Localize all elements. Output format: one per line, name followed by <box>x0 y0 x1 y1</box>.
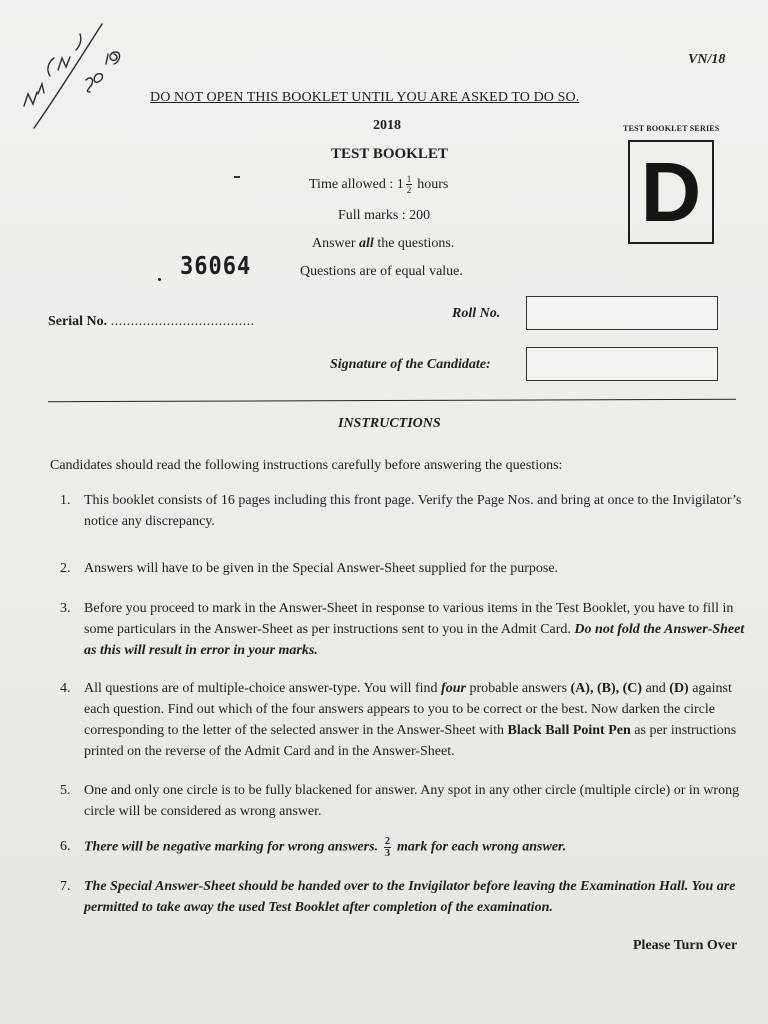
fraction-denominator: 3 <box>385 848 391 859</box>
instructions-lead: Candidates should read the following instructions carefully before answering the questions: <box>50 458 563 473</box>
instruction-text: This booklet consists of 16 pages including this front page. Verify the Page Nos. and bring at once to the Invigilator’s notice any discrepancy. <box>84 493 742 529</box>
instruction-item <box>60 876 750 918</box>
series-label: TEST BOOKLET SERIES <box>623 124 720 133</box>
please-turn-over: Please Turn Over <box>633 938 738 953</box>
signature-label: Signature of the Candidate: <box>330 357 491 372</box>
instruction-number: 7. <box>60 879 71 894</box>
time-allowed <box>309 174 448 195</box>
instruction-number: 2. <box>60 561 71 576</box>
serial-number-field <box>48 314 255 330</box>
time-unit: hours <box>417 176 449 192</box>
series-letter: D <box>640 145 702 239</box>
instruction-part: as per instructions printed on the reverse of the Admit Card and in the Answer-Sheet. <box>84 723 737 759</box>
answer-prefix: Answer <box>312 236 360 251</box>
instruction-part: probable answers <box>465 681 571 696</box>
instruction-text: Answers will have to be given in the Special Answer-Sheet supplied for the purpose. <box>84 561 559 576</box>
instruction-item <box>60 780 750 822</box>
fraction-numerator: 2 <box>385 836 391 847</box>
stamp-number: 36064 <box>180 252 252 281</box>
answer-suffix: the questions. <box>373 236 455 251</box>
instruction-number: 3. <box>60 601 71 616</box>
instruction-number: 1. <box>60 493 71 508</box>
instruction-body: Before you proceed to mark in the Answer-Sheet in response to various items in the Test Booklet, you have to fill in some particulars in the Answer-Sheet as per instructions sent to you in the Admit Card. <box>84 601 734 637</box>
booklet-title: TEST BOOKLET <box>331 146 448 162</box>
serial-dots: .................................... <box>110 314 255 329</box>
instruction-part: against each question. Find out which of the four answers appears to you to be correct or the best. Now darken the circle corresponding to the letter of the selected answer in the Answer-Sheet with <box>84 681 732 738</box>
answer-all <box>312 236 454 252</box>
instruction-item <box>60 836 750 859</box>
handwritten-note <box>20 10 130 140</box>
equal-value: Questions are of equal value. <box>300 264 463 279</box>
instruction-item <box>60 490 750 532</box>
instruction-text <box>84 598 750 661</box>
series-box <box>628 140 714 244</box>
instruction-part: There will be negative marking for wrong answers. <box>84 839 379 855</box>
serial-label: Serial No. <box>48 314 108 329</box>
answer-options: (A), (B), (C) <box>570 681 643 696</box>
full-marks: Full marks : 200 <box>338 208 431 223</box>
instruction-part: All questions are of multiple-choice answer-type. You will find <box>84 681 442 696</box>
answer-option-d: (D) <box>669 681 689 696</box>
time-prefix: Time allowed : 1 <box>309 176 404 192</box>
instruction-warning: Do not fold the Answer-Sheet as this will result in error in your marks. <box>84 622 745 658</box>
instruction-text <box>84 836 750 859</box>
warning-heading: DO NOT OPEN THIS BOOKLET UNTIL YOU ARE ASKED TO DO SO. <box>150 90 580 105</box>
divider <box>48 399 736 402</box>
instruction-number: 4. <box>60 681 71 696</box>
instruction-text: The Special Answer-Sheet should be handed over to the Invigilator before leaving the Examination Hall. You are permitted to take away the used Test Booklet after completion of the examination. <box>84 879 736 915</box>
instruction-item <box>60 558 750 579</box>
ink-dot <box>158 278 161 281</box>
ink-mark <box>234 176 240 178</box>
instruction-item <box>60 598 750 661</box>
instruction-number: 5. <box>60 783 71 798</box>
answer-emph: all <box>359 236 374 251</box>
exam-year: 2018 <box>373 118 401 133</box>
instruction-part: mark for each wrong answer. <box>397 839 567 855</box>
time-fraction-den: 2 <box>406 185 412 195</box>
time-fraction <box>406 174 413 195</box>
instruction-part: and <box>642 681 670 696</box>
instruction-item <box>60 678 750 762</box>
instruction-emph: four <box>441 681 466 696</box>
roll-number-box[interactable] <box>526 296 718 330</box>
negative-fraction <box>384 836 391 859</box>
instruction-text <box>84 678 750 762</box>
instruction-text: One and only one circle is to be fully blackened for answer. Any spot in any other circle (multiple circle) or in wrong circle will be considered as wrong answer. <box>84 783 740 819</box>
roll-label: Roll No. <box>452 306 501 321</box>
time-fraction-num: 1 <box>406 174 412 184</box>
signature-box[interactable] <box>526 347 718 381</box>
booklet-code: VN/18 <box>688 52 726 67</box>
pen-type: Black Ball Point Pen <box>507 723 631 738</box>
instructions-title: INSTRUCTIONS <box>338 416 441 431</box>
instruction-number: 6. <box>60 839 71 854</box>
